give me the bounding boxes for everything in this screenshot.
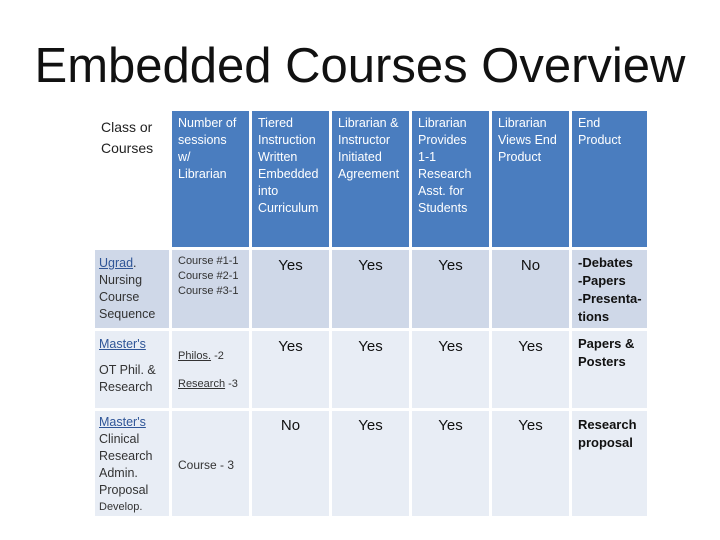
header-librarian-views-end-product: Librarian Views End Product: [492, 111, 569, 247]
tiered-cell-ugrad: Yes: [252, 250, 329, 328]
course-cell-masters-ot: Master's OT Phil. & Research: [95, 331, 169, 408]
asst-cell-ugrad: Yes: [412, 250, 489, 328]
research-link[interactable]: Research: [178, 378, 226, 390]
agreement-cell-masters-ot: Yes: [332, 331, 409, 408]
header-class-or-courses: Class or Courses: [101, 119, 154, 156]
agreement-cell-masters-clinical: Yes: [332, 411, 409, 516]
asst-cell-masters-ot: Yes: [412, 331, 489, 408]
header-number-of-sessions: Number of sessions w/ Librarian: [172, 111, 249, 247]
product-cell-ugrad: -Debates -Papers -Presenta- tions: [572, 250, 647, 328]
tiered-cell-masters-ot: Yes: [252, 331, 329, 408]
product-cell-masters-ot: Papers & Posters: [572, 331, 647, 408]
masters-link[interactable]: Master's: [99, 337, 146, 351]
course-cell-ugrad-nursing: Ugrad. Nursing Course Sequence: [95, 250, 169, 328]
philos-link[interactable]: Philos.: [178, 350, 212, 362]
masters-clinical-link[interactable]: Master's: [99, 415, 146, 429]
tiered-cell-masters-clinical: No: [252, 411, 329, 516]
sessions-cell-ugrad: Course #1-1 Course #2-1 Course #3-1: [172, 250, 249, 328]
views-cell-masters-ot: Yes: [492, 331, 569, 408]
course-cell-masters-clinical: Master's Clinical Research Admin. Proposal Develop.: [95, 411, 169, 516]
asst-cell-masters-clinical: Yes: [412, 411, 489, 516]
views-cell-masters-clinical: Yes: [492, 411, 569, 516]
product-cell-masters-clinical: Research proposal: [572, 411, 647, 516]
page-title: Embedded Courses Overview: [34, 39, 686, 93]
header-tiered-instruction: Tiered Instruction Written Embedded into Curriculum: [252, 111, 329, 247]
header-end-product: End Product: [572, 111, 647, 247]
header-librarian-instructor-agreement: Librarian & Instructor Initiated Agreement: [332, 111, 409, 247]
ugrad-link[interactable]: Ugrad: [99, 256, 134, 270]
sessions-cell-masters-clinical: Course - 3: [172, 411, 249, 516]
agreement-cell-ugrad: Yes: [332, 250, 409, 328]
views-cell-ugrad: No: [492, 250, 569, 328]
sessions-cell-masters-ot: Philos. -2 Research -3: [172, 331, 249, 408]
header-research-assistance: Librarian Provides 1-1 Research Asst. for Students: [412, 111, 489, 247]
